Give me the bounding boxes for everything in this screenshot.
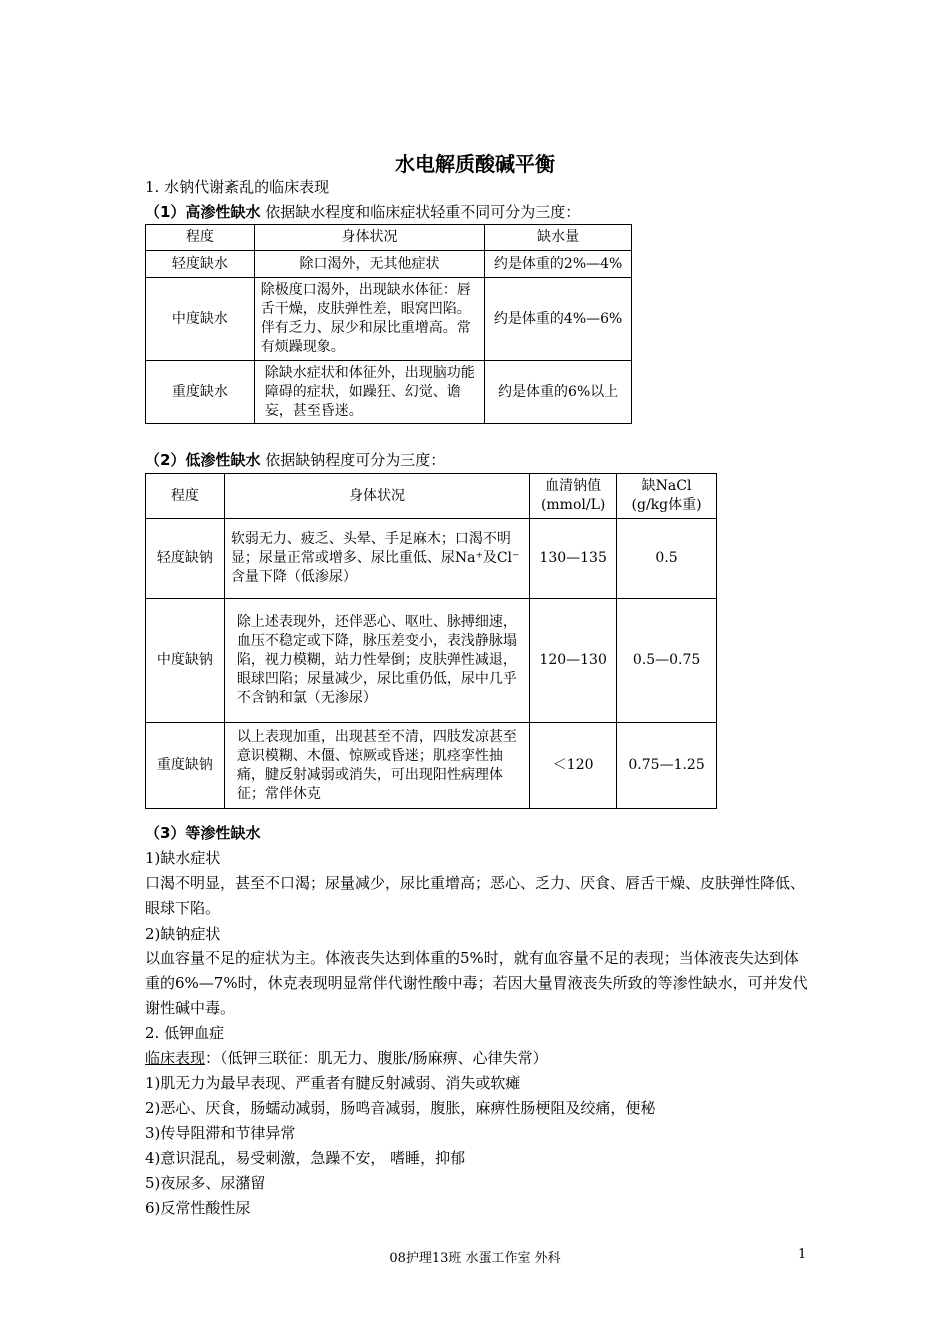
table-cell: ＜120: [530, 723, 617, 809]
list-item: 3)传导阻滞和节律异常: [145, 1124, 296, 1142]
table-cell: 除上述表现外，还伴恶心、呕吐、脉搏细速，血压不稳定或下降，脉压差变小，表浅静脉塌陷，视力模糊，站力性晕倒；皮肤弹性减退，眼球凹陷；尿量减少，尿比重仍低，尿中几乎不含钠和氯（无渗尿）: [224, 599, 529, 723]
header-nacl-deficit: 缺NaCl: [641, 478, 692, 494]
subsection-1-text: 依据缺水程度和临床症状轻重不同可分为三度：: [260, 203, 581, 221]
table-header-cell: 身体状况: [254, 225, 485, 251]
table-cell: 约是体重的2%—4%: [485, 251, 632, 278]
table-cell: 0.75—1.25: [617, 723, 717, 809]
table-cell: 约是体重的4%—6%: [485, 278, 632, 361]
header-serum-sodium: 血清钠值: [545, 478, 602, 494]
list-item: 5)夜尿多、尿潴留: [145, 1174, 266, 1192]
list-item: 1)肌无力为最早表现、严重者有腱反射减弱、消失或软瘫: [145, 1074, 521, 1092]
table-header-cell: 程度: [146, 225, 255, 251]
table-header-row: [146, 474, 717, 519]
table-cell: 轻度缺钠: [146, 519, 225, 599]
paragraph-sodium-deficit: 以血容量不足的症状为主。体液丧失达到体重的5%时，就有血容量不足的表现；当体液丧失达到体重的6%—7%时，休克表现明显常伴代谢性酸中毒；若因大量胃液丧失所致的等渗性缺水，可并发代谢性碱中毒。: [145, 949, 808, 1017]
table-cell: 除口渴外，无其他症状: [254, 251, 485, 278]
subsection-3-item-2: 2)缺钠症状: [145, 925, 221, 943]
table-row: [146, 723, 717, 809]
table-cell: 130—135: [530, 519, 617, 599]
table-cell: 120—130: [530, 599, 617, 723]
table-cell: 0.5: [617, 519, 717, 599]
list-item: 6)反常性酸性尿: [145, 1199, 251, 1217]
table-header-cell: [530, 474, 617, 519]
list-item: 2)恶心、厌食，肠蠕动减弱，肠鸣音减弱，腹胀，麻痹性肠梗阻及绞痛，便秘: [145, 1099, 656, 1117]
table-row: [146, 519, 717, 599]
page-footer: 08护理13班 水蛋工作室 外科: [389, 1251, 561, 1266]
table-cell: 除极度口渴外，出现缺水体征：唇舌干燥，皮肤弹性差，眼窝凹陷。伴有乏力、尿少和尿比重增高。常有烦躁现象。: [254, 278, 485, 361]
table-cell: 软弱无力、疲乏、头晕、手足麻木；口渴不明显；尿量正常或增多、尿比重低、尿Na⁺及Cl⁻含量下降（低渗尿）: [224, 519, 529, 599]
table-row: [146, 599, 717, 723]
page-title: 水电解质酸碱平衡: [395, 152, 555, 176]
subsection-1: [145, 202, 580, 222]
page-number: 1: [798, 1247, 807, 1262]
paragraph-water-deficit: 口渴不明显，甚至不口渴；尿量减少，尿比重增高；恶心、乏力、厌食、唇舌干燥、皮肤弹性降低、眼球下陷。: [145, 874, 806, 917]
table-header-row: [146, 225, 632, 251]
clinical-label: 临床表现: [145, 1049, 206, 1067]
list-item: 4)意识混乱，易受刺激，急躁不安， 嗜睡，抑郁: [145, 1149, 466, 1167]
hypotonic-dehydration-table: [145, 473, 717, 809]
table-header-cell: 程度: [146, 474, 225, 519]
table-header-cell: 身体状况: [224, 474, 529, 519]
section-2-heading: 2. 低钾血症: [145, 1024, 225, 1042]
header-nacl-deficit-unit: (g/kg体重): [631, 497, 702, 513]
table-cell: 约是体重的6%以上: [485, 361, 632, 424]
table-header-cell: [617, 474, 717, 519]
table-cell: 重度缺钠: [146, 723, 225, 809]
table-cell: 重度缺水: [146, 361, 255, 424]
subsection-2-text: 依据缺钠程度可分为三度：: [260, 451, 446, 469]
table-cell: 以上表现加重，出现甚至不清，四肢发凉甚至意识模糊、木僵、惊厥或昏迷；肌痉挛性抽痛，腱反射减弱或消失，可出现阳性病理体征；常伴休克: [224, 723, 529, 809]
subsection-1-label: （1）高渗性缺水: [145, 203, 261, 221]
hypertonic-dehydration-table: [145, 224, 632, 424]
subsection-3: （3）等渗性缺水: [145, 824, 261, 842]
subsection-2: [145, 450, 445, 470]
section-1-heading: 1. 水钠代谢紊乱的临床表现: [145, 178, 330, 196]
table-cell: 中度缺水: [146, 278, 255, 361]
clinical-text: ：（低钾三联征：肌无力、腹胀/肠麻痹、心律失常）: [205, 1049, 548, 1067]
table-row: [146, 278, 632, 361]
clinical-manifestation: [145, 1048, 548, 1068]
table-row: [146, 251, 632, 278]
table-header-cell: 缺水量: [485, 225, 632, 251]
subsection-3-item-1: 1)缺水症状: [145, 849, 221, 867]
table-cell: 中度缺钠: [146, 599, 225, 723]
subsection-2-label: （2）低渗性缺水: [145, 451, 261, 469]
table-cell: 除缺水症状和体征外，出现脑功能障碍的症状，如躁狂、幻觉、谵妄，甚至昏迷。: [254, 361, 485, 424]
table-row: [146, 361, 632, 424]
header-serum-sodium-unit: (mmol/L): [540, 497, 606, 513]
table-cell: 0.5—0.75: [617, 599, 717, 723]
table-cell: 轻度缺水: [146, 251, 255, 278]
